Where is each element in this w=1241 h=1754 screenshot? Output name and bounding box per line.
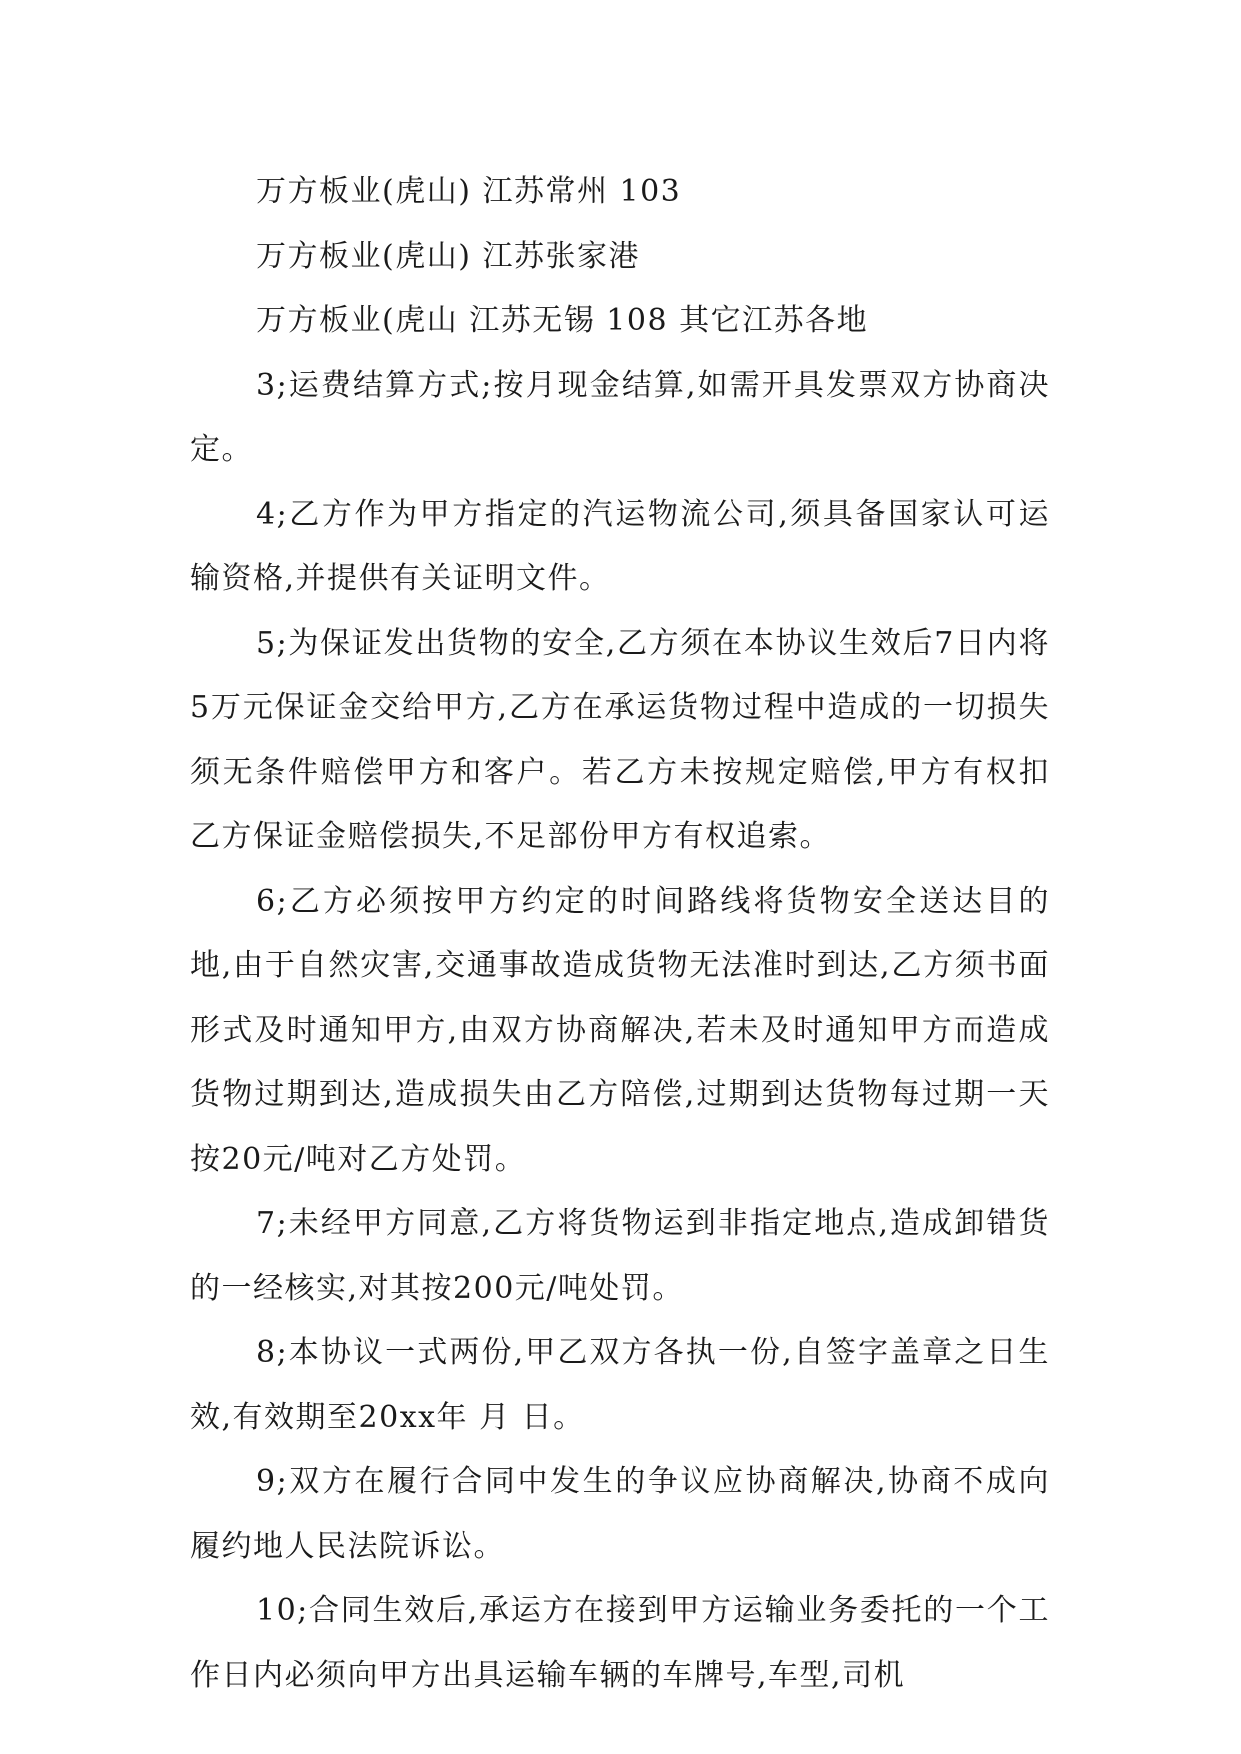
clause-4: 4;乙方作为甲方指定的汽运物流公司,须具备国家认可运输资格,并提供有关证明文件。 xyxy=(190,496,1050,596)
route-line-3: 万方板业(虎山 江苏无锡 108 其它江苏各地 xyxy=(256,303,869,338)
clause-3: 3;运费结算方式;按月现金结算,如需开具发票双方协商决定。 xyxy=(190,367,1050,467)
clause-6: 6;乙方必须按甲方约定的时间路线将货物安全送达目的地,由于自然灾害,交通事故造成货物无法准时到达,乙方须书面形式及时通知甲方,由双方协商解决,若未及时通知甲方而造成货物过期到达,造成损失由乙方陪偿,过期到达货物每过期一天按20元/吨对乙方处罚。 xyxy=(190,883,1050,1177)
clause-9: 9;双方在履行合同中发生的争议应协商解决,协商不成向履约地人民法院诉讼。 xyxy=(190,1464,1050,1564)
route-line-1: 万方板业(虎山) 江苏常州 103 xyxy=(256,174,682,209)
clause-10: 10;合同生效后,承运方在接到甲方运输业务委托的一个工作日内必须向甲方出具运输车辆的车牌号,车型,司机 xyxy=(190,1593,1050,1693)
route-line-2: 万方板业(虎山) 江苏张家港 xyxy=(256,238,640,274)
clause-7: 7;未经甲方同意,乙方将货物运到非指定地点,造成卸错货的一经核实,对其按200元/吨处罚。 xyxy=(190,1206,1050,1306)
clause-8: 8;本协议一式两份,甲乙双方各执一份,自签字盖章之日生效,有效期至20xx年 月 日。 xyxy=(190,1335,1050,1435)
document-body xyxy=(190,160,1050,1708)
clause-5: 5;为保证发出货物的安全,乙方须在本协议生效后7日内将5万元保证金交给甲方,乙方在承运货物过程中造成的一切损失须无条件赔偿甲方和客户。若乙方未按规定赔偿,甲方有权扣乙方保证金赔偿损失,不足部份甲方有权追索。 xyxy=(190,625,1050,854)
